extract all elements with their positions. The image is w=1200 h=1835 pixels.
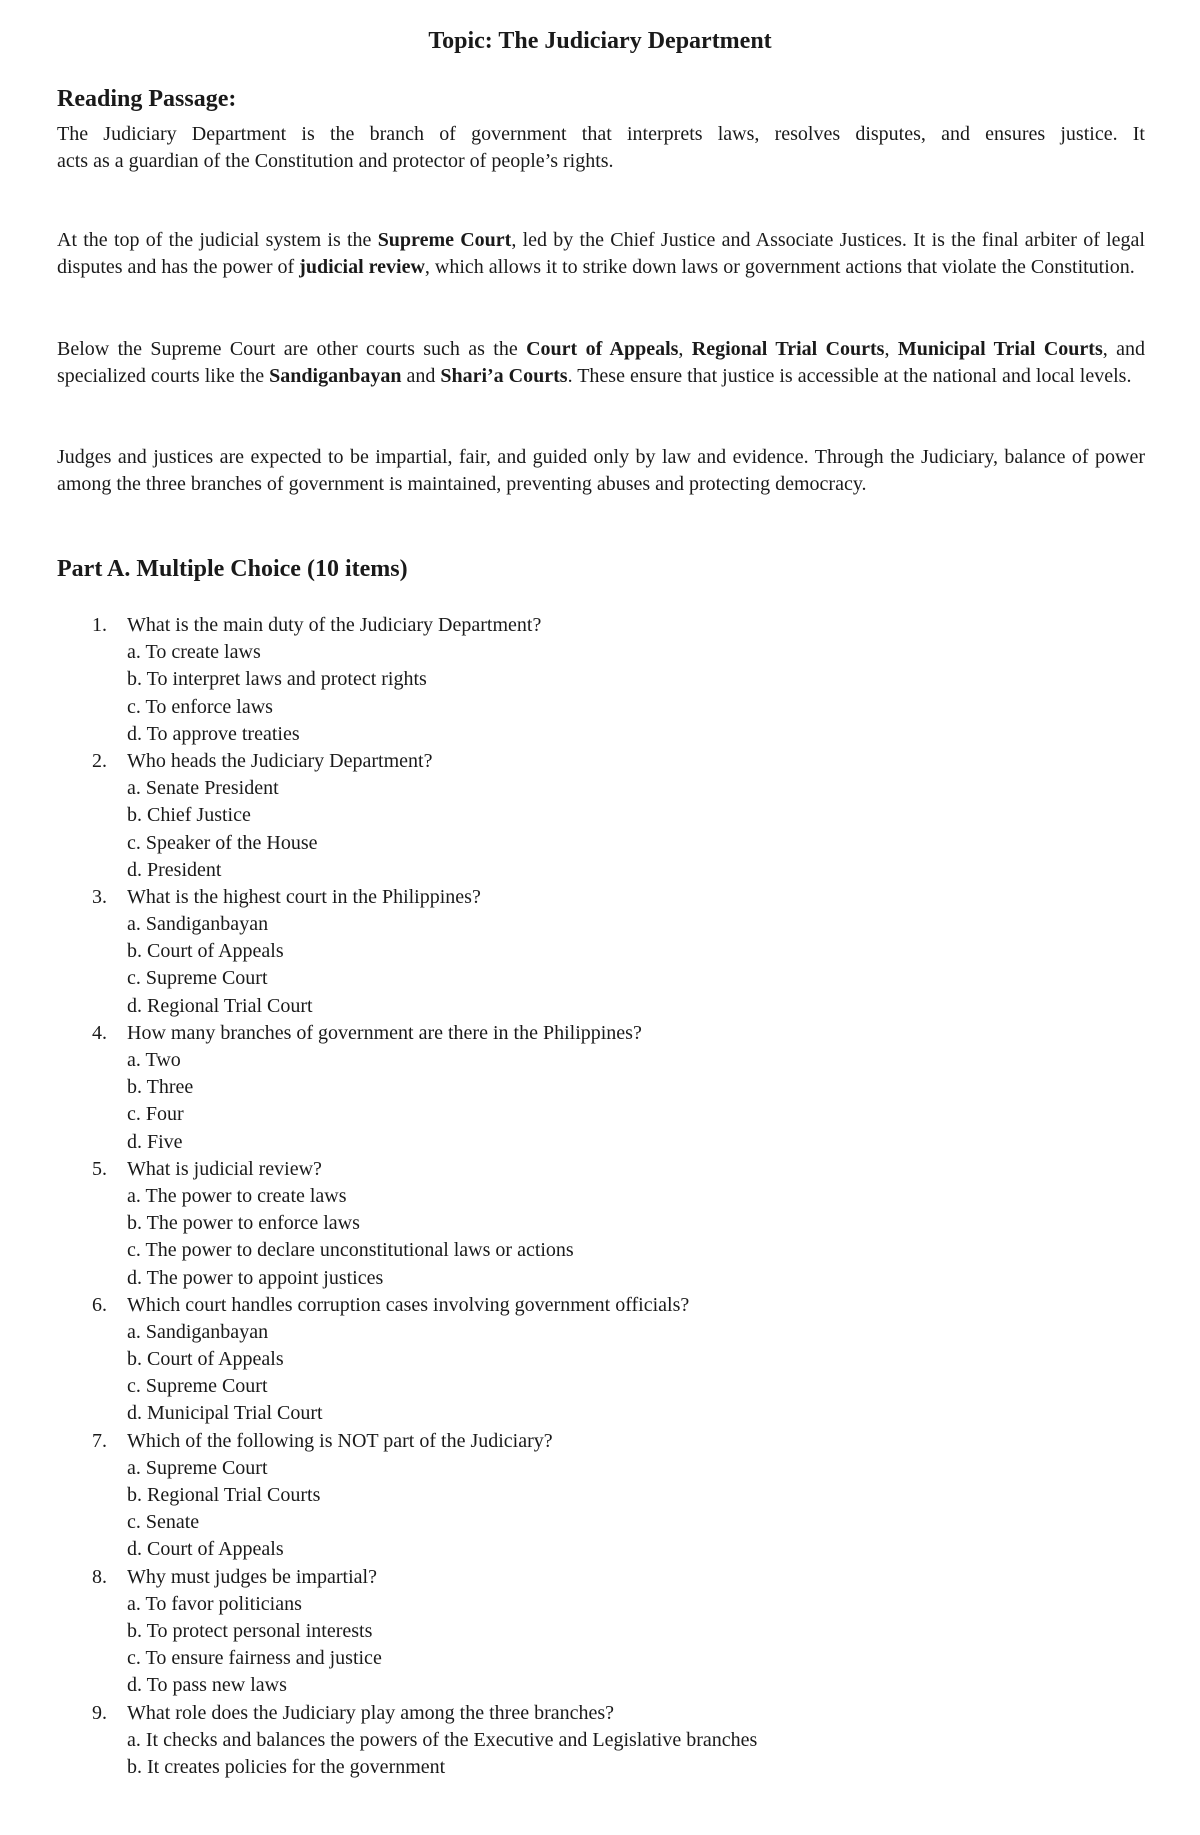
- answer-option-text: a. It checks and balances the powers of the Executive and Legislative branches: [127, 1728, 758, 1751]
- answer-option: [0, 1319, 1200, 1346]
- question-text: Why must judges be impartial?: [127, 1565, 377, 1588]
- question-item: [0, 1156, 1200, 1292]
- question-item: [0, 884, 1200, 1020]
- answer-option-text: d. Regional Trial Court: [127, 994, 313, 1017]
- question-line: [0, 748, 1200, 775]
- question-text: Which of the following is NOT part of the Judiciary?: [127, 1429, 553, 1452]
- question-line: [0, 1020, 1200, 1047]
- answer-option: [0, 802, 1200, 829]
- answer-option-text: d. To approve treaties: [127, 722, 300, 745]
- answer-option: [0, 1727, 1200, 1754]
- answer-option: [0, 993, 1200, 1020]
- answer-option-text: d. To pass new laws: [127, 1674, 287, 1697]
- passage-p3-bold: Shari’a Courts: [440, 365, 568, 387]
- answer-option: [0, 1047, 1200, 1074]
- answer-option-text: b. The power to enforce laws: [127, 1212, 360, 1235]
- answer-option: [0, 721, 1200, 748]
- answer-option: [0, 1265, 1200, 1292]
- question-text: What role does the Judiciary play among the three branches?: [127, 1701, 615, 1724]
- answer-option-text: c. Four: [127, 1103, 184, 1126]
- answer-option-text: b. Court of Appeals: [127, 1348, 284, 1371]
- question-number: 6.: [92, 1293, 107, 1316]
- page-title: Topic: The Judiciary Department: [428, 28, 772, 54]
- answer-option: [0, 1183, 1200, 1210]
- question-line: [0, 884, 1200, 911]
- answer-option: [0, 830, 1200, 857]
- answer-option: [0, 1346, 1200, 1373]
- answer-option-text: a. Sandiganbayan: [127, 913, 269, 936]
- passage-p3-text: . These ensure that justice is accessible at the national and local levels.: [567, 365, 1132, 387]
- answer-option: [0, 938, 1200, 965]
- answer-option-text: b. Court of Appeals: [127, 940, 284, 963]
- answer-option-text: c. Senate: [127, 1511, 200, 1534]
- passage-p3-bold: Sandiganbayan: [269, 365, 402, 387]
- question-line: [0, 1700, 1200, 1727]
- answer-option: [0, 1645, 1200, 1672]
- answer-option: [0, 1237, 1200, 1264]
- answer-option-text: b. Three: [127, 1076, 194, 1099]
- answer-option: [0, 1210, 1200, 1237]
- passage-paragraph-1: [57, 121, 1145, 175]
- answer-option-text: a. To create laws: [127, 641, 261, 664]
- answer-option-text: d. President: [127, 858, 222, 881]
- question-line: [0, 1428, 1200, 1455]
- answer-option-text: d. Municipal Trial Court: [127, 1402, 323, 1425]
- answer-option: [0, 1074, 1200, 1101]
- answer-option-text: a. The power to create laws: [127, 1184, 347, 1207]
- question-number: 8.: [92, 1565, 107, 1588]
- part-a-heading: Part A. Multiple Choice (10 items): [57, 556, 408, 582]
- passage-p2-text: , which allows it to strike down laws or government actions that violate the Constitution.: [424, 256, 1135, 278]
- question-text: How many branches of government are there in the Philippines?: [127, 1021, 642, 1044]
- answer-option-text: c. Supreme Court: [127, 1375, 268, 1398]
- reading-passage-heading: Reading Passage:: [57, 86, 237, 112]
- answer-option-text: a. Supreme Court: [127, 1456, 268, 1479]
- answer-option: [0, 857, 1200, 884]
- answer-option-text: b. Chief Justice: [127, 804, 251, 827]
- passage-p3-text: , and specialized courts like the: [57, 338, 1145, 387]
- answer-option: [0, 911, 1200, 938]
- answer-option-text: a. Sandiganbayan: [127, 1320, 269, 1343]
- passage-p3-text: ,: [884, 338, 898, 360]
- question-number: 3.: [92, 885, 107, 908]
- question-item: [0, 1428, 1200, 1564]
- answer-option: [0, 1129, 1200, 1156]
- passage-p3-text: and: [401, 365, 441, 387]
- answer-option-text: a. Two: [127, 1049, 181, 1071]
- question-item: [0, 1292, 1200, 1428]
- answer-option-text: c. To ensure fairness and justice: [127, 1647, 382, 1670]
- answer-option: [0, 1101, 1200, 1128]
- question-number: 4.: [92, 1021, 107, 1044]
- answer-option: [0, 1400, 1200, 1427]
- question-text: What is judicial review?: [127, 1157, 322, 1180]
- answer-option: [0, 1509, 1200, 1536]
- answer-option: [0, 775, 1200, 802]
- question-list: [0, 612, 1200, 1781]
- answer-option: [0, 1482, 1200, 1509]
- answer-option: [0, 694, 1200, 721]
- answer-option-text: b. It creates policies for the government: [127, 1755, 446, 1778]
- passage-p3-text: Below the Supreme Court are other courts such as the: [57, 338, 527, 360]
- question-item: [0, 1564, 1200, 1700]
- question-item: [0, 1700, 1200, 1782]
- answer-option-text: a. To favor politicians: [127, 1592, 302, 1615]
- question-number: 1.: [92, 614, 107, 636]
- passage-p1-line2: acts as a guardian of the Constitution and protector of people’s rights.: [57, 150, 614, 172]
- question-line: [0, 612, 1200, 639]
- answer-option-text: a. Senate President: [127, 777, 279, 800]
- answer-option: [0, 1373, 1200, 1400]
- question-line: [0, 1292, 1200, 1319]
- question-number: 9.: [92, 1701, 107, 1724]
- passage-p2-bold-judicial-review: judicial review: [299, 256, 425, 278]
- passage-p3-text: ,: [678, 338, 692, 360]
- answer-option-text: c. To enforce laws: [127, 695, 273, 718]
- question-item: [0, 1020, 1200, 1156]
- passage-p3-bold: Municipal Trial Courts: [897, 338, 1103, 360]
- answer-option: [0, 666, 1200, 693]
- question-text: What is the main duty of the Judiciary Department?: [127, 614, 542, 636]
- answer-option: [0, 1591, 1200, 1618]
- question-text: What is the highest court in the Philippines?: [127, 885, 481, 908]
- question-item: [0, 612, 1200, 748]
- answer-option-text: c. Speaker of the House: [127, 831, 318, 854]
- question-line: [0, 1156, 1200, 1183]
- answer-option-text: b. To interpret laws and protect rights: [127, 668, 427, 691]
- answer-option: [0, 1672, 1200, 1699]
- answer-option: [0, 639, 1200, 666]
- answer-option: [0, 965, 1200, 992]
- answer-option: [0, 1536, 1200, 1563]
- passage-paragraph-2: [57, 227, 1145, 281]
- question-number: 2.: [92, 749, 107, 772]
- passage-p2-text: , led by the Chief Justice and Associate Justices. It is the final arbiter of legal disputes and has the power of: [57, 229, 1145, 278]
- answer-option-text: c. Supreme Court: [127, 967, 268, 990]
- answer-option-text: d. Five: [127, 1130, 183, 1153]
- passage-paragraph-4: Judges and justices are expected to be impartial, fair, and guided only by law and evidence. Through the Judiciary, balance of power among the three branches of government is maintained, preventing abuses and protecting democracy.: [57, 446, 1145, 495]
- answer-option-text: d. The power to appoint justices: [127, 1266, 384, 1289]
- question-line: [0, 1564, 1200, 1591]
- answer-option-text: c. The power to declare unconstitutional laws or actions: [127, 1239, 574, 1262]
- passage-paragraph-3: [57, 336, 1145, 390]
- passage-p1-line1: The Judiciary Department is the branch of government that interprets laws, resolves disputes, and ensures justice. It: [57, 123, 1145, 145]
- question-text: Which court handles corruption cases involving government officials?: [127, 1293, 690, 1316]
- answer-option: [0, 1754, 1200, 1781]
- passage-p2-text: At the top of the judicial system is the: [57, 229, 378, 251]
- passage-p3-bold: Court of Appeals: [526, 338, 679, 360]
- question-item: [0, 748, 1200, 884]
- question-number: 7.: [92, 1429, 107, 1452]
- answer-option-text: b. Regional Trial Courts: [127, 1484, 321, 1506]
- answer-option: [0, 1618, 1200, 1645]
- passage-p2-bold-supreme-court: Supreme Court: [377, 229, 512, 251]
- answer-option: [0, 1455, 1200, 1482]
- question-number: 5.: [92, 1157, 107, 1180]
- question-text: Who heads the Judiciary Department?: [127, 749, 433, 772]
- answer-option-text: b. To protect personal interests: [127, 1619, 373, 1642]
- passage-p3-bold: Regional Trial Courts: [691, 338, 885, 360]
- answer-option-text: d. Court of Appeals: [127, 1538, 284, 1561]
